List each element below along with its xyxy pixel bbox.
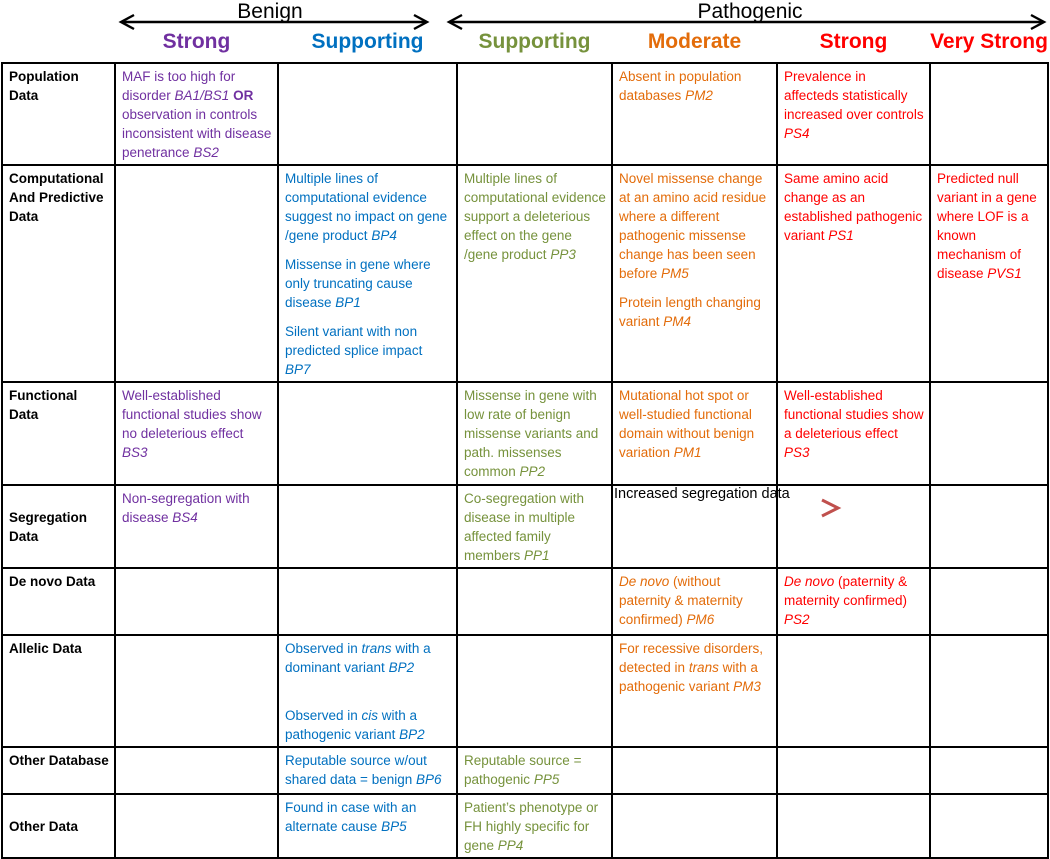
row-header-de-novo-data: De novo Data — [2, 568, 115, 635]
cell-segregation-benign-strong: Non-segregation with disease BS4 — [115, 485, 278, 568]
segregation-arrow-label: Increased segregation data — [614, 486, 790, 502]
cell-other-data-path-strong — [777, 794, 930, 858]
row-header-other-data: Other Data — [2, 794, 115, 858]
cell-de-novo-benign-strong — [115, 568, 278, 635]
table-row — [2, 485, 1048, 568]
table-row — [2, 635, 1048, 747]
cell-segregation-path-strong — [777, 485, 930, 568]
cell-population-path-strong: Prevalence in affecteds statistically increased over controls PS4 — [777, 63, 930, 165]
column-label-pathogenic-very-strong: Very Strong — [930, 30, 1048, 53]
cell-computational-benign-strong — [115, 165, 278, 382]
cell-computational-benign-supporting: Multiple lines of computational evidence suggest no impact on gene /gene product BP4 Missense in gene where only truncating cause disease BP1 Silent variant with non predicted splice impact BP7 — [278, 165, 457, 382]
cell-other-data-path-supporting: Patient’s phenotype or FH highly specific for gene PP4 — [457, 794, 612, 858]
cell-functional-benign-supporting — [278, 382, 457, 485]
table-row — [2, 63, 1048, 165]
table-row — [2, 794, 1048, 858]
cell-functional-path-strong: Well-established functional studies show a deleterious effect PS3 — [777, 382, 930, 485]
cell-allelic-path-strong — [777, 635, 930, 747]
cell-other-data-moderate — [612, 794, 777, 858]
cell-functional-benign-strong: Well-established functional studies show no deleterious effect BS3 — [115, 382, 278, 485]
table-row — [2, 165, 1048, 382]
table-row — [2, 568, 1048, 635]
cell-computational-path-strong: Same amino acid change as an established pathogenic variant PS1 — [777, 165, 930, 382]
cell-other-database-path-strong — [777, 747, 930, 794]
cell-computational-very-strong: Predicted null variant in a gene where LOF is a known mechanism of disease PVS1 — [930, 165, 1048, 382]
cell-other-database-very-strong — [930, 747, 1048, 794]
column-label-benign-supporting: Supporting — [311, 30, 424, 53]
row-header-segregation-data: Segregation Data — [2, 485, 115, 568]
acmg-criteria-table — [1, 62, 1049, 859]
cell-other-data-benign-supporting: Found in case with an alternate cause BP5 — [278, 794, 457, 858]
cell-segregation-path-supporting: Co-segregation with disease in multiple affected family members PP1 — [457, 485, 612, 568]
cell-de-novo-very-strong — [930, 568, 1048, 635]
cell-de-novo-path-supporting — [457, 568, 612, 635]
cell-population-benign-strong: MAF is too high for disorder BA1/BS1 OR observation in controls inconsistent with disease penetrance BS2 — [115, 63, 278, 165]
cell-population-very-strong — [930, 63, 1048, 165]
cell-other-data-very-strong — [930, 794, 1048, 858]
cell-population-moderate: Absent in population databases PM2 — [612, 63, 777, 165]
cell-de-novo-moderate: De novo (without paternity & maternity confirmed) PM6 — [612, 568, 777, 635]
pathogenic-axis-title: Pathogenic — [697, 0, 803, 23]
column-label-pathogenic-strong: Strong — [819, 30, 888, 53]
benign-axis-title: Benign — [237, 0, 303, 23]
column-label-pathogenic-supporting: Supporting — [478, 30, 591, 53]
cell-computational-moderate: Novel missense change at an amino acid residue where a different pathogenic missense change has been seen before PM5 Protein length changing variant PM4 — [612, 165, 777, 382]
row-header-computational-data: Computational And Predictive Data — [2, 165, 115, 382]
table-row — [2, 382, 1048, 485]
cell-functional-very-strong — [930, 382, 1048, 485]
cell-functional-path-supporting: Missense in gene with low rate of benign missense variants and path. missenses common PP2 — [457, 382, 612, 485]
cell-allelic-very-strong — [930, 635, 1048, 747]
cell-other-database-benign-supporting: Reputable source w/out shared data = benign BP6 — [278, 747, 457, 794]
cell-de-novo-path-strong: De novo (paternity & maternity confirmed) PS2 — [777, 568, 930, 635]
cell-allelic-benign-supporting: Observed in trans with a dominant variant BP2 Observed in cis with a pathogenic variant BP2 — [278, 635, 457, 747]
cell-population-benign-supporting — [278, 63, 457, 165]
row-header-population-data: Population Data — [2, 63, 115, 165]
cell-other-database-moderate — [612, 747, 777, 794]
cell-functional-moderate: Mutational hot spot or well-studied functional domain without benign variation PM1 — [612, 382, 777, 485]
row-header-allelic-data: Allelic Data — [2, 635, 115, 747]
table-row — [2, 747, 1048, 794]
cell-allelic-path-supporting — [457, 635, 612, 747]
cell-other-data-benign-strong — [115, 794, 278, 858]
cell-de-novo-benign-supporting — [278, 568, 457, 635]
column-label-benign-strong: Strong — [162, 30, 231, 53]
cell-allelic-moderate: For recessive disorders, detected in trans with a pathogenic variant PM3 — [612, 635, 777, 747]
cell-other-database-path-supporting: Reputable source = pathogenic PP5 — [457, 747, 612, 794]
row-header-other-database: Other Database — [2, 747, 115, 794]
cell-segregation-benign-supporting — [278, 485, 457, 568]
cell-allelic-benign-strong — [115, 635, 278, 747]
cell-population-path-supporting — [457, 63, 612, 165]
row-header-functional-data: Functional Data — [2, 382, 115, 485]
cell-segregation-very-strong — [930, 485, 1048, 568]
column-label-pathogenic-moderate: Moderate — [647, 30, 742, 53]
cell-other-database-benign-strong — [115, 747, 278, 794]
cell-computational-path-supporting: Multiple lines of computational evidence support a deleterious effect on the gene /gene product PP3 — [457, 165, 612, 382]
